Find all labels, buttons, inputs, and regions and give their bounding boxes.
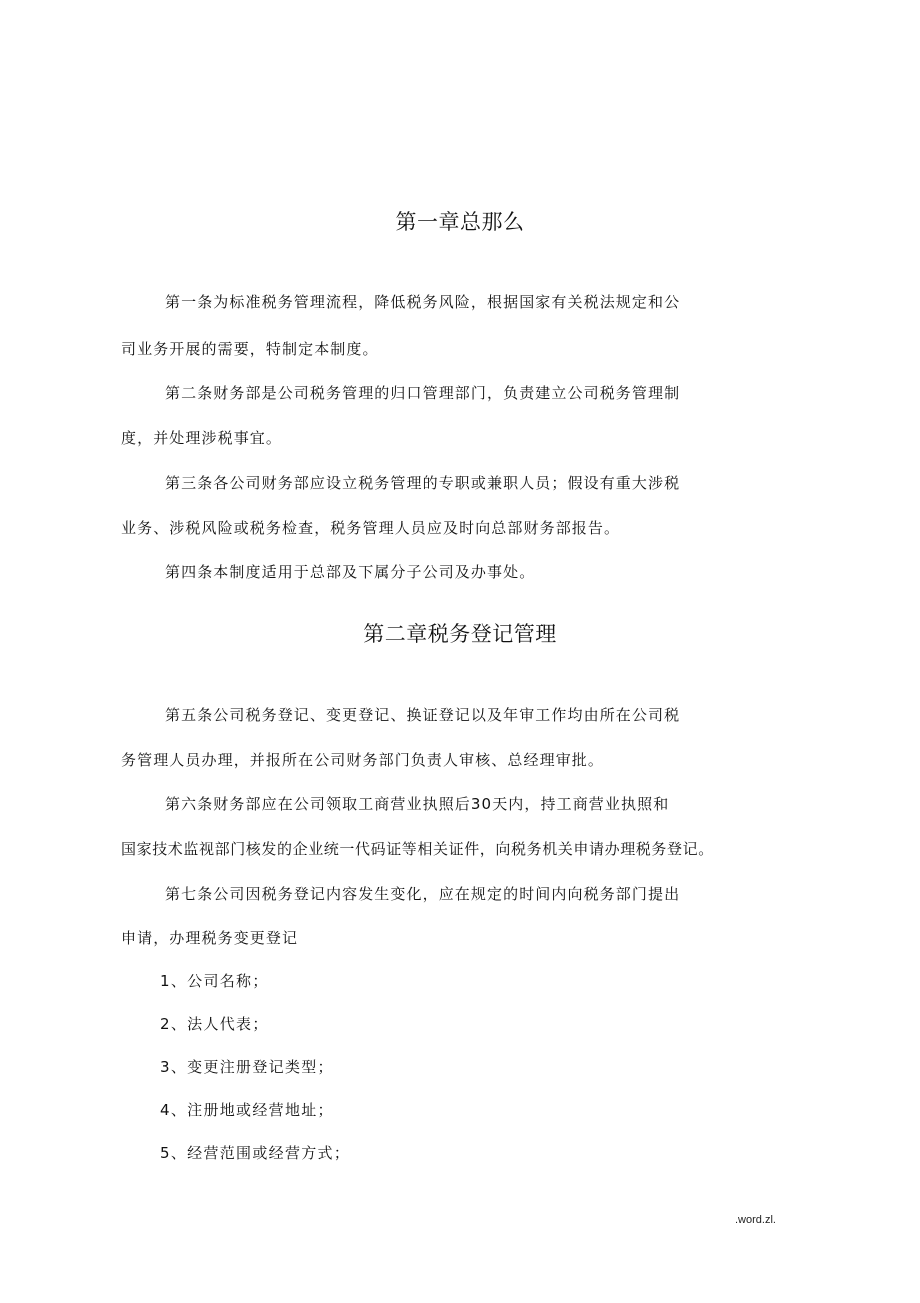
article-2-line-2: 度，并处理涉税事宜。: [121, 429, 283, 447]
chapter-1-title: 第一章总那么: [395, 210, 525, 234]
list-item: 5、经营范围或经营方式；: [160, 1144, 351, 1162]
list-item: 3、变更注册登记类型；: [160, 1058, 334, 1076]
article-3-line-2: 业务、涉税风险或税务检查，税务管理人员应及时向总部财务部报告。: [121, 519, 621, 537]
chapter-2-title: 第二章税务登记管理: [363, 622, 557, 646]
article-1-line-1: 第一条为标准税务管理流程，降低税务风险，根据国家有关税法规定和公: [165, 293, 681, 311]
article-1-line-2: 司业务开展的需要，特制定本制度。: [121, 340, 379, 358]
article-7-line-1: 第七条公司因税务登记内容发生变化，应在规定的时间内向税务部门提出: [165, 885, 681, 903]
article-7-line-2: 申请，办理税务变更登记: [121, 929, 299, 947]
list-item: 4、注册地或经营地址；: [160, 1101, 334, 1119]
list-item: 1、公司名称；: [160, 972, 269, 990]
article-6-line-2: 国家技术监视部门核发的企业统一代码证等相关证件，向税务机关申请办理税务登记。: [121, 840, 714, 858]
article-2-line-1: 第二条财务部是公司税务管理的归口管理部门，负责建立公司税务管理制: [165, 384, 681, 402]
article-6-line-1: 第六条财务部应在公司领取工商营业执照后30天内，持工商营业执照和: [165, 795, 670, 813]
article-3-line-1: 第三条各公司财务部应设立税务管理的专职或兼职人员；假设有重大涉税: [165, 474, 681, 492]
article-4-line-1: 第四条本制度适用于总部及下属分子公司及办事处。: [165, 563, 536, 581]
article-5-line-2: 务管理人员办理，并报所在公司财务部门负责人审核、总经理审批。: [121, 751, 605, 769]
list-item: 2、法人代表；: [160, 1015, 269, 1033]
article-5-line-1: 第五条公司税务登记、变更登记、换证登记以及年审工作均由所在公司税: [165, 706, 681, 724]
page-footer: .word.zl.: [735, 1214, 776, 1226]
